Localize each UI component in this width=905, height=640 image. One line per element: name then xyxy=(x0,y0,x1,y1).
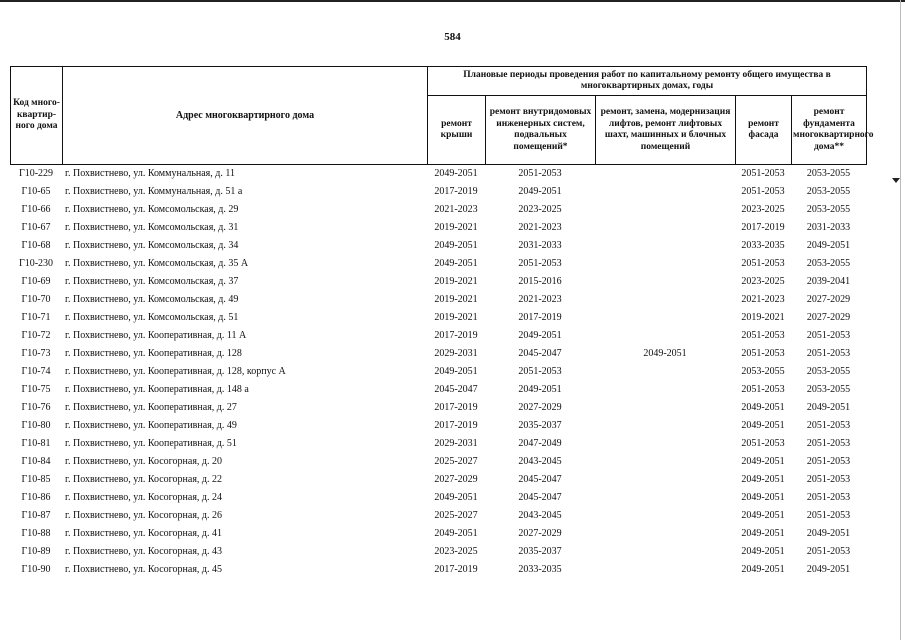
cell-systems: 2049-2051 xyxy=(518,329,562,341)
cell-roof: 2025-2027 xyxy=(434,455,478,467)
cell-roof: 2017-2019 xyxy=(434,185,478,197)
cell-foundation: 2051-2053 xyxy=(806,419,851,431)
cell-systems: 2015-2016 xyxy=(518,275,562,287)
cell-code: Г10-65 xyxy=(21,185,51,197)
header-facade: ремонт фасада xyxy=(736,96,792,165)
cell-facade: 2051-2053 xyxy=(741,329,785,341)
cell-address: г. Похвистнево, ул. Комсомольская, д. 37 xyxy=(65,275,239,287)
table-row xyxy=(10,236,866,254)
cell-facade: 2051-2053 xyxy=(741,167,785,179)
cell-foundation: 2051-2053 xyxy=(806,473,851,485)
cell-foundation: 2053-2055 xyxy=(806,365,851,377)
cell-facade: 2021-2023 xyxy=(741,293,785,305)
cell-elevator xyxy=(595,236,735,254)
cell-systems: 2051-2053 xyxy=(518,365,562,377)
table-row xyxy=(10,470,866,488)
cell-systems: 2017-2019 xyxy=(518,311,562,323)
cell-foundation: 2051-2053 xyxy=(806,329,851,341)
cell-systems: 2023-2025 xyxy=(518,203,562,215)
cell-facade: 2049-2051 xyxy=(741,401,785,413)
cell-facade: 2053-2055 xyxy=(741,365,785,377)
cell-foundation: 2051-2053 xyxy=(806,437,851,449)
cell-systems: 2051-2053 xyxy=(518,257,562,269)
cell-elevator xyxy=(595,524,735,542)
cell-code: Г10-66 xyxy=(21,203,51,215)
cell-elevator xyxy=(595,560,735,578)
cell-elevator xyxy=(595,182,735,200)
cell-facade: 2049-2051 xyxy=(741,545,785,557)
cell-elevator xyxy=(595,272,735,290)
cell-elevator: 2049-2051 xyxy=(643,347,687,359)
cell-address: г. Похвистнево, ул. Косогорная, д. 24 xyxy=(65,491,223,503)
cell-code: Г10-71 xyxy=(21,311,51,323)
cell-roof: 2049-2051 xyxy=(434,167,478,179)
cell-address: г. Похвистнево, ул. Комсомольская, д. 51 xyxy=(65,311,239,323)
cell-foundation: 2051-2053 xyxy=(806,545,851,557)
cell-systems: 2045-2047 xyxy=(518,347,562,359)
cell-address: г. Похвистнево, ул. Кооперативная, д. 49 xyxy=(65,419,237,431)
cell-systems: 2051-2053 xyxy=(518,167,562,179)
header-systems: ремонт внутридомовых инженерных систем, подвальных помещений* xyxy=(486,96,596,165)
cell-address: г. Похвистнево, ул. Комсомольская, д. 49 xyxy=(65,293,239,305)
table-header xyxy=(10,66,874,165)
cell-code: Г10-230 xyxy=(18,257,54,269)
cell-systems: 2045-2047 xyxy=(518,473,562,485)
cell-address: г. Похвистнево, ул. Комсомольская, д. 29 xyxy=(65,203,239,215)
cell-code: Г10-68 xyxy=(21,239,51,251)
cell-systems: 2031-2033 xyxy=(518,239,562,251)
cell-code: Г10-75 xyxy=(21,383,51,395)
cell-roof: 2029-2031 xyxy=(434,347,478,359)
cell-foundation: 2051-2053 xyxy=(806,455,851,467)
cell-facade: 2051-2053 xyxy=(741,257,785,269)
cell-code: Г10-229 xyxy=(18,167,54,179)
cell-foundation: 2049-2051 xyxy=(806,239,851,251)
cell-elevator xyxy=(595,434,735,452)
cell-elevator xyxy=(595,164,735,182)
cell-code: Г10-80 xyxy=(21,419,51,431)
top-border-line xyxy=(0,0,905,2)
header-roof: ремонт крыши xyxy=(428,96,486,165)
table-body xyxy=(10,164,866,578)
cell-address: г. Похвистнево, ул. Косогорная, д. 45 xyxy=(65,563,223,575)
cell-foundation: 2027-2029 xyxy=(806,293,851,305)
cell-facade: 2049-2051 xyxy=(741,491,785,503)
cell-roof: 2027-2029 xyxy=(434,473,478,485)
cell-elevator xyxy=(595,542,735,560)
cell-address: г. Похвистнево, ул. Косогорная, д. 41 xyxy=(65,527,223,539)
cell-systems: 2043-2045 xyxy=(518,455,562,467)
cell-code: Г10-84 xyxy=(21,455,51,467)
cell-foundation: 2031-2033 xyxy=(806,221,851,233)
cell-facade: 2023-2025 xyxy=(741,203,785,215)
cell-address: г. Похвистнево, ул. Косогорная, д. 26 xyxy=(65,509,223,521)
cell-systems: 2045-2047 xyxy=(518,491,562,503)
table-row xyxy=(10,542,866,560)
cell-elevator xyxy=(595,380,735,398)
table-row xyxy=(10,452,866,470)
cell-address: г. Похвистнево, ул. Косогорная, д. 22 xyxy=(65,473,223,485)
cell-elevator xyxy=(595,398,735,416)
table-row xyxy=(10,524,866,542)
cell-code: Г10-89 xyxy=(21,545,51,557)
cell-facade: 2049-2051 xyxy=(741,455,785,467)
cell-elevator xyxy=(595,254,735,272)
table-row xyxy=(10,560,866,578)
cell-facade: 2049-2051 xyxy=(741,419,785,431)
cell-code: Г10-76 xyxy=(21,401,51,413)
cell-systems: 2021-2023 xyxy=(518,221,562,233)
cell-foundation: 2051-2053 xyxy=(806,347,851,359)
schedule-table xyxy=(10,164,866,578)
cell-facade: 2049-2051 xyxy=(741,527,785,539)
cell-facade: 2049-2051 xyxy=(741,473,785,485)
table-row xyxy=(10,380,866,398)
cell-facade: 2051-2053 xyxy=(741,437,785,449)
table-row xyxy=(10,290,866,308)
cell-foundation: 2049-2051 xyxy=(806,527,851,539)
cell-code: Г10-67 xyxy=(21,221,51,233)
cell-systems: 2049-2051 xyxy=(518,185,562,197)
scroll-down-arrow-icon[interactable] xyxy=(892,178,900,183)
cell-roof: 2025-2027 xyxy=(434,509,478,521)
cell-code: Г10-69 xyxy=(21,275,51,287)
cell-facade: 2019-2021 xyxy=(741,311,785,323)
table-row xyxy=(10,164,866,182)
table-row xyxy=(10,488,866,506)
header-periods-group: Плановые периоды проведения работ по капитальному ремонту общего имущества в многоквартирных домах, годы xyxy=(428,67,867,96)
cell-roof: 2049-2051 xyxy=(434,491,478,503)
table-row xyxy=(10,344,866,362)
cell-systems: 2027-2029 xyxy=(518,527,562,539)
cell-systems: 2047-2049 xyxy=(518,437,562,449)
cell-roof: 2019-2021 xyxy=(434,221,478,233)
cell-address: г. Похвистнево, ул. Коммунальная, д. 51 а xyxy=(65,185,243,197)
cell-elevator xyxy=(595,290,735,308)
cell-elevator xyxy=(595,218,735,236)
cell-roof: 2045-2047 xyxy=(434,383,478,395)
cell-foundation: 2053-2055 xyxy=(806,167,851,179)
table-row xyxy=(10,506,866,524)
cell-facade: 2023-2025 xyxy=(741,275,785,287)
cell-roof: 2017-2019 xyxy=(434,401,478,413)
table-row xyxy=(10,398,866,416)
page-edge xyxy=(900,0,901,640)
cell-elevator xyxy=(595,308,735,326)
cell-address: г. Похвистнево, ул. Комсомольская, д. 31 xyxy=(65,221,239,233)
cell-foundation: 2053-2055 xyxy=(806,203,851,215)
cell-systems: 2033-2035 xyxy=(518,563,562,575)
page-number: 584 xyxy=(444,31,461,43)
cell-address: г. Похвистнево, ул. Коммунальная, д. 11 xyxy=(65,167,235,179)
cell-address: г. Похвистнево, ул. Косогорная, д. 20 xyxy=(65,455,223,467)
table-row xyxy=(10,308,866,326)
cell-code: Г10-74 xyxy=(21,365,51,377)
cell-address: г. Похвистнево, ул. Кооперативная, д. 51 xyxy=(65,437,237,449)
cell-foundation: 2051-2053 xyxy=(806,509,851,521)
cell-code: Г10-81 xyxy=(21,437,51,449)
header-foundation: ремонт фундамента многоквартирного дома** xyxy=(792,96,867,165)
cell-address: г. Похвистнево, ул. Кооперативная, д. 128, корпус А xyxy=(65,365,286,377)
cell-code: Г10-87 xyxy=(21,509,51,521)
cell-address: г. Похвистнево, ул. Комсомольская, д. 35 А xyxy=(65,257,249,269)
cell-roof: 2029-2031 xyxy=(434,437,478,449)
header-elevator: ремонт, замена, модернизация лифтов, ремонт лифтовых шахт, машинных и блочных помещений xyxy=(596,96,736,165)
cell-facade: 2033-2035 xyxy=(741,239,785,251)
cell-roof: 2049-2051 xyxy=(434,527,478,539)
table-row xyxy=(10,200,866,218)
cell-roof: 2019-2021 xyxy=(434,275,478,287)
cell-code: Г10-85 xyxy=(21,473,51,485)
cell-roof: 2049-2051 xyxy=(434,257,478,269)
cell-foundation: 2039-2041 xyxy=(806,275,851,287)
cell-elevator xyxy=(595,506,735,524)
cell-address: г. Похвистнево, ул. Кооперативная, д. 11 А xyxy=(65,329,247,341)
cell-code: Г10-86 xyxy=(21,491,51,503)
table-row xyxy=(10,416,866,434)
cell-systems: 2021-2023 xyxy=(518,293,562,305)
cell-facade: 2017-2019 xyxy=(741,221,785,233)
table-row xyxy=(10,362,866,380)
cell-roof: 2017-2019 xyxy=(434,329,478,341)
cell-facade: 2049-2051 xyxy=(741,509,785,521)
header-address: Адрес многоквартирного дома xyxy=(63,67,428,165)
cell-roof: 2017-2019 xyxy=(434,563,478,575)
cell-address: г. Похвистнево, ул. Косогорная, д. 43 xyxy=(65,545,223,557)
cell-foundation: 2049-2051 xyxy=(806,563,851,575)
cell-systems: 2035-2037 xyxy=(518,545,562,557)
cell-facade: 2049-2051 xyxy=(741,563,785,575)
cell-elevator xyxy=(595,416,735,434)
cell-code: Г10-88 xyxy=(21,527,51,539)
cell-roof: 2049-2051 xyxy=(434,239,478,251)
cell-address: г. Похвистнево, ул. Кооперативная, д. 128 xyxy=(65,347,242,359)
cell-facade: 2051-2053 xyxy=(741,185,785,197)
cell-systems: 2027-2029 xyxy=(518,401,562,413)
cell-foundation: 2049-2051 xyxy=(806,401,851,413)
table-row xyxy=(10,254,866,272)
cell-elevator xyxy=(595,362,735,380)
table-row xyxy=(10,218,866,236)
cell-foundation: 2053-2055 xyxy=(806,383,851,395)
cell-code: Г10-70 xyxy=(21,293,51,305)
cell-foundation: 2027-2029 xyxy=(806,311,851,323)
cell-roof: 2023-2025 xyxy=(434,545,478,557)
cell-systems: 2035-2037 xyxy=(518,419,562,431)
cell-roof: 2021-2023 xyxy=(434,203,478,215)
cell-elevator xyxy=(595,470,735,488)
table-row xyxy=(10,272,866,290)
cell-address: г. Похвистнево, ул. Комсомольская, д. 34 xyxy=(65,239,239,251)
table-row xyxy=(10,326,866,344)
cell-systems: 2043-2045 xyxy=(518,509,562,521)
cell-facade: 2051-2053 xyxy=(741,383,785,395)
cell-roof: 2019-2021 xyxy=(434,311,478,323)
header-code: Код много-квартир-ного дома xyxy=(11,67,63,165)
cell-systems: 2049-2051 xyxy=(518,383,562,395)
cell-elevator xyxy=(595,200,735,218)
cell-roof: 2049-2051 xyxy=(434,365,478,377)
cell-elevator xyxy=(595,488,735,506)
cell-facade: 2051-2053 xyxy=(741,347,785,359)
cell-foundation: 2053-2055 xyxy=(806,185,851,197)
cell-roof: 2019-2021 xyxy=(434,293,478,305)
cell-code: Г10-73 xyxy=(21,347,51,359)
cell-address: г. Похвистнево, ул. Кооперативная, д. 148 а xyxy=(65,383,249,395)
cell-code: Г10-72 xyxy=(21,329,51,341)
table-row xyxy=(10,182,866,200)
table-row xyxy=(10,434,866,452)
cell-elevator xyxy=(595,326,735,344)
cell-code: Г10-90 xyxy=(21,563,51,575)
cell-foundation: 2051-2053 xyxy=(806,491,851,503)
cell-roof: 2017-2019 xyxy=(434,419,478,431)
cell-address: г. Похвистнево, ул. Кооперативная, д. 27 xyxy=(65,401,237,413)
cell-elevator xyxy=(595,452,735,470)
cell-foundation: 2053-2055 xyxy=(806,257,851,269)
